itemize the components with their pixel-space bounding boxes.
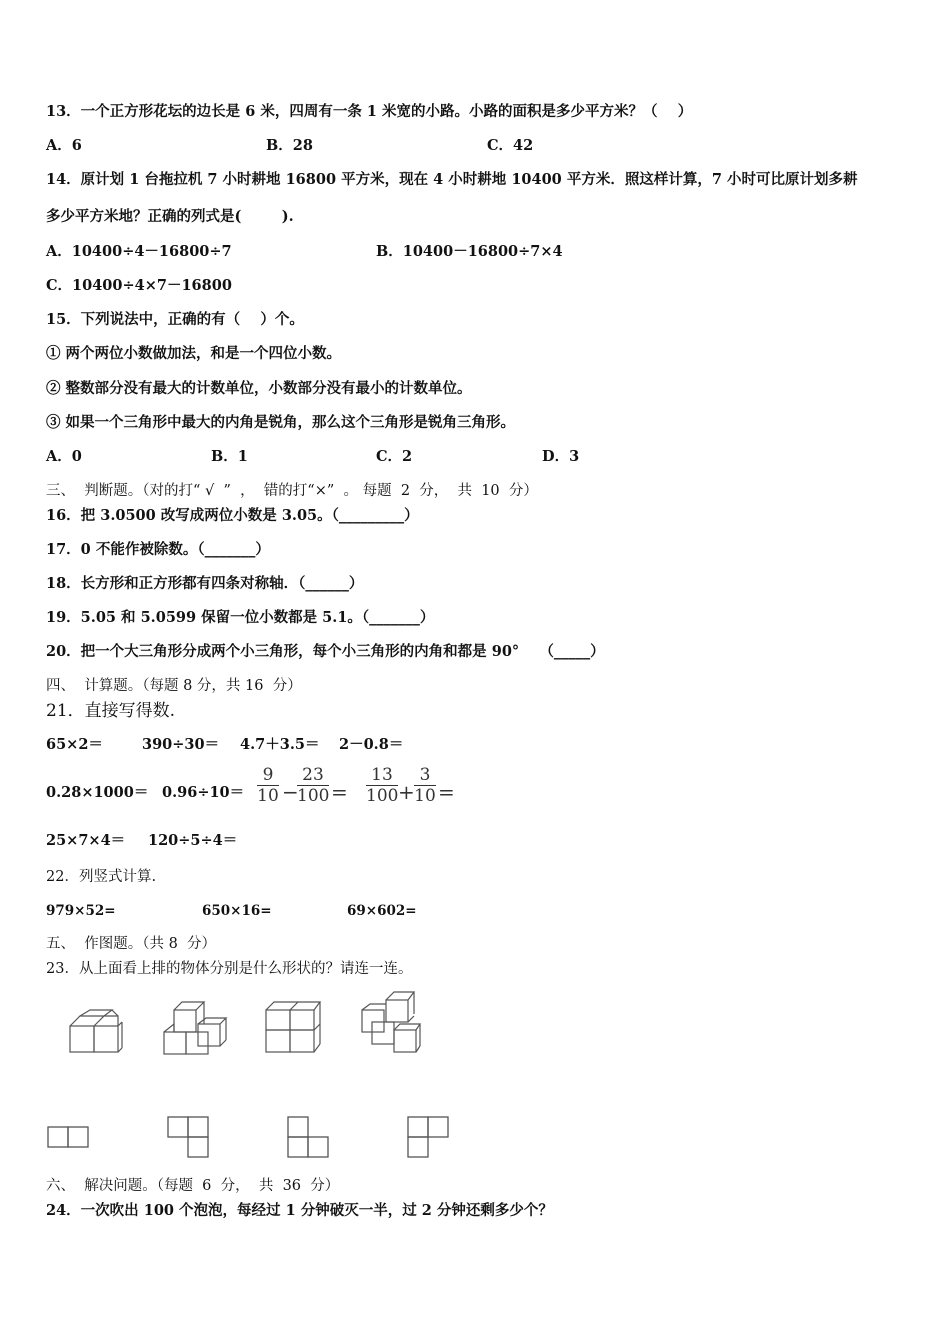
q21-r1-item2: 390÷30＝ (142, 736, 220, 753)
q14-stem-line1: 14．原计划 1 台拖拉机 7 小时耕地 16800 平方米，现在 4 小时耕地 10400 平方米．照这样计算，7 小时可比原计划多耕 (46, 171, 858, 188)
fraction-3-10 (414, 766, 436, 805)
q21-r3-item2: 120÷5÷4＝ (148, 832, 238, 849)
fraction-13-100 (366, 766, 398, 805)
top-view-2-figure (165, 1114, 213, 1160)
q16: 16．把 3.0500 改写成两位小数是 3.05。（_________） (46, 507, 419, 524)
q22-stem: 22．列竖式计算. (46, 869, 157, 885)
q21-stem: 21．直接写得数. (46, 701, 176, 721)
q24: 24．一次吹出 100 个泡泡，每经过 1 分钟破灭一半，过 2 分钟还剩多少个？ (46, 1202, 553, 1219)
fraction-denominator: 10 (414, 786, 436, 806)
fraction-numerator: 23 (302, 765, 324, 785)
cube-arrangement-3-figure (262, 998, 324, 1056)
top-view-4-figure (405, 1114, 453, 1160)
q15-stem: 15．下列说法中，正确的有（ ）个。 (46, 311, 304, 328)
cube-arrangement-2-figure (160, 998, 228, 1058)
q15-statement-1: ① 两个两位小数做加法，和是一个四位小数。 (46, 345, 342, 362)
q21-r3-item1: 25×7×4＝ (46, 832, 126, 849)
q21-r2-item1: 0.28×1000＝ (46, 784, 149, 801)
q21-r1-item4: 2－0.8＝ (339, 736, 404, 753)
q20: 20．把一个大三角形分成两个小三角形，每个小三角形的内角和都是 90° （_____） (46, 643, 605, 660)
q17: 17．0 不能作被除数。（_______） (46, 541, 270, 558)
q23-stem: 23．从上面看上排的物体分别是什么形状的？请连一连。 (46, 961, 413, 977)
q15-statement-3: ③ 如果一个三角形中最大的内角是锐角，那么这个三角形是锐角三角形。 (46, 414, 516, 431)
q15-option-c: C．2 (376, 448, 413, 465)
fraction-denominator: 10 (257, 786, 279, 806)
plus-sign: + (398, 780, 415, 804)
top-view-3-figure (285, 1114, 333, 1160)
fraction-numerator: 13 (371, 765, 393, 785)
fraction-denominator: 100 (366, 786, 399, 806)
q19: 19．5.05 和 5.0599 保留一位小数都是 5.1。（_______） (46, 609, 435, 626)
q13-option-a: A．6 (46, 137, 82, 154)
fraction-23-100 (297, 766, 329, 805)
cube-arrangement-1-figure (66, 1008, 126, 1056)
fraction-numerator: 9 (262, 765, 274, 785)
q13-option-c: C．42 (487, 137, 534, 154)
q22-expr-2: 650×16= (202, 903, 272, 919)
q13-stem: 13．一个正方形花坛的边长是 6 米，四周有一条 1 米宽的小路。小路的面积是多少平方米？（ ） (46, 103, 693, 120)
q15-statement-2: ② 整数部分没有最大的计数单位，小数部分没有最小的计数单位。 (46, 380, 472, 397)
q14-option-b: B．10400－16800÷7×4 (376, 243, 563, 260)
cube-arrangement-4-figure (356, 990, 426, 1056)
q21-r1-item3: 4.7＋3.5＝ (240, 736, 320, 753)
q18: 18．长方形和正方形都有四条对称轴．（______） (46, 575, 364, 592)
q14-stem-line2: 多少平方米地？正确的列式是( ). (46, 208, 294, 225)
minus-sign: − (282, 780, 299, 804)
top-view-1-figure (46, 1124, 92, 1150)
q22-expr-1: 979×52= (46, 903, 116, 919)
q21-r2-item2: 0.96÷10＝ (162, 784, 245, 801)
section-6-title: 六、 解决问题。（每题 6 分， 共 36 分） (46, 1178, 340, 1194)
q15-option-b: B．1 (211, 448, 248, 465)
q21-r1-item1: 65×2＝ (46, 736, 103, 753)
q15-option-a: A．0 (46, 448, 82, 465)
section-3-title: 三、 判断题。（对的打“ √ ” ， 错的打“×” 。 每题 2 分， 共 10 分） (46, 483, 538, 499)
fraction-9-10 (257, 766, 279, 805)
q15-option-d: D．3 (542, 448, 580, 465)
q14-option-c: C．10400÷4×7－16800 (46, 277, 232, 294)
equals-sign: = (438, 780, 455, 804)
fraction-numerator: 3 (419, 765, 431, 785)
q13-option-b: B．28 (266, 137, 313, 154)
fraction-denominator: 100 (297, 786, 330, 806)
equals-sign: = (331, 780, 348, 804)
q14-option-a: A．10400÷4－16800÷7 (46, 243, 232, 260)
section-5-title: 五、 作图题。（共 8 分） (46, 936, 217, 952)
q22-expr-3: 69×602= (347, 903, 417, 919)
section-4-title: 四、 计算题。（每题 8 分，共 16 分） (46, 678, 302, 694)
